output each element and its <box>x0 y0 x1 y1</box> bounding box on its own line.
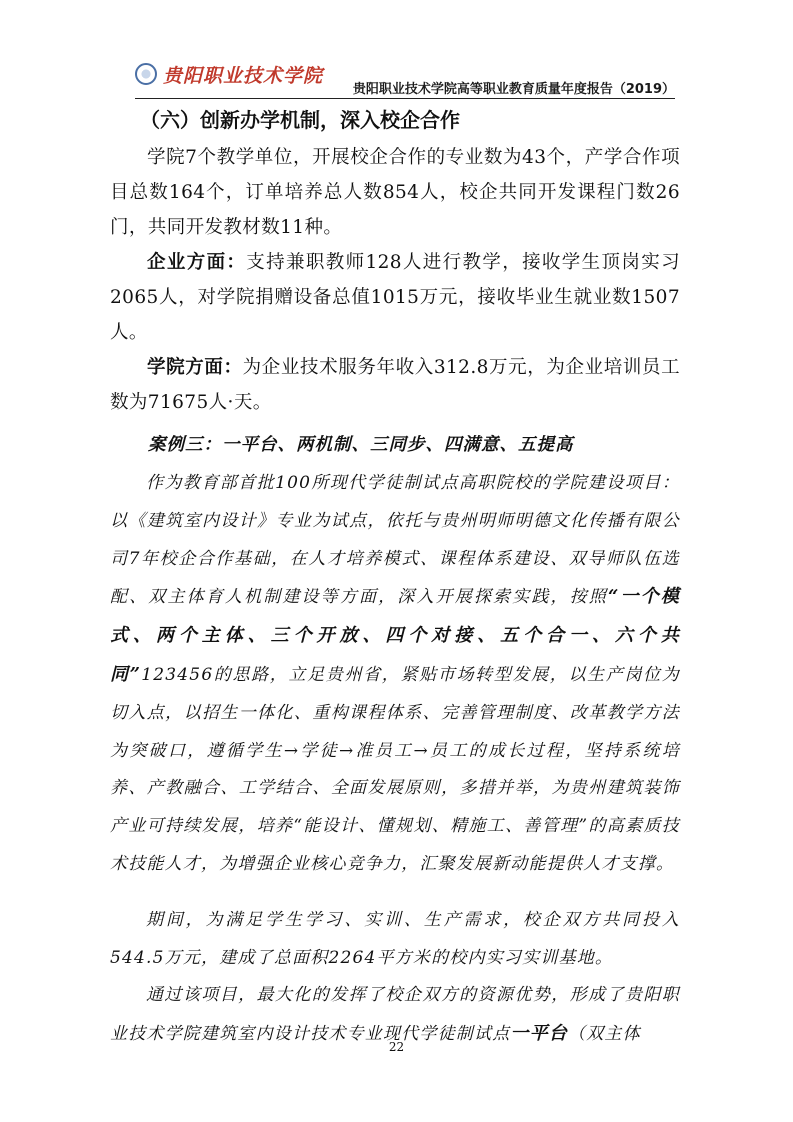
enterprise-paragraph <box>110 245 680 350</box>
logo-text: 贵阳职业技术学院 <box>163 64 324 87</box>
case-para3-part-a: 通过该项目，最大化的发挥了校企双方的资源优势，形成了贵阳职业技术学院建筑室内设计技术专业现代学徒制试点 <box>110 985 680 1045</box>
case-paragraph-2: 期间，为满足学生学习、实训、生产需求，校企双方共同投入544.5万元，建成了总面积2264平方米的校内实习实训基地。 <box>110 909 680 968</box>
case-para1-part-b: 123456的思路，立足贵州省，紧贴市场转型发展，以生产岗位为切入点，以招生一体化、重构课程体系、完善管理制度、改革教学方法为突破口，遵循学生→学徒→准员工→员工的成长过程，坚持系统培养、产教融合、工学结合、全面发展原则，多措并举，为贵州建筑装饰产业可持续发展，培养“能设计、懂规划、精施工、善管理”的高素质技术技能人才，为增强企业核心竞争力，汇聚发展新动能提供人才支撑。 <box>110 664 680 874</box>
case-paragraph-1 <box>110 465 680 884</box>
report-title: 贵阳职业技术学院高等职业教育质量年度报告（2019） <box>352 82 675 97</box>
case-para3-strong: 一平台 <box>510 1023 569 1045</box>
case-para1-part-a: 作为教育部首批100所现代学徒制试点高职院校的学院建设项目：以《建筑室内设计》专业为试点，依托与贵州明师明德文化传播有限公司7年校企合作基础，在人才培养模式、课程体系建设、双导师队伍选配、双主体育人机制建设等方面，深入开展探索实践，按照 <box>110 473 680 608</box>
page-body <box>110 98 680 1054</box>
intro-paragraph: 学院7个教学单位，开展校企合作的专业数为43个，产学合作项目总数164个，订单培养总人数854人，校企共同开发课程门数26门，共同开发教材数11种。 <box>110 147 680 238</box>
enterprise-text: 支持兼职教师128人进行教学，接收学生顶岗实习2065人，对学院捐赠设备总值1015万元，接收毕业生就业数1507人。 <box>110 252 680 343</box>
college-paragraph <box>110 350 680 420</box>
case-para3-part-b: （双主体 <box>568 1024 641 1045</box>
section-heading: （六）创新办学机制，深入校企合作 <box>140 108 460 132</box>
case-title: 案例三：一平台、两机制、三同步、四满意、五提高 <box>148 435 574 455</box>
page-number: 22 <box>388 1040 405 1054</box>
enterprise-label: 企业方面： <box>147 252 247 273</box>
college-logo <box>135 60 323 88</box>
case-para1-strong: “一个模式、两个主体、三个开放、四个对接、五个合一、六个共同” <box>110 586 680 685</box>
college-emblem-icon <box>135 63 157 85</box>
page-header <box>135 58 675 98</box>
college-label: 学院方面： <box>147 357 243 378</box>
college-text: 为企业技术服务年收入312.8万元，为企业培训员工数为71675人·天。 <box>110 357 680 413</box>
